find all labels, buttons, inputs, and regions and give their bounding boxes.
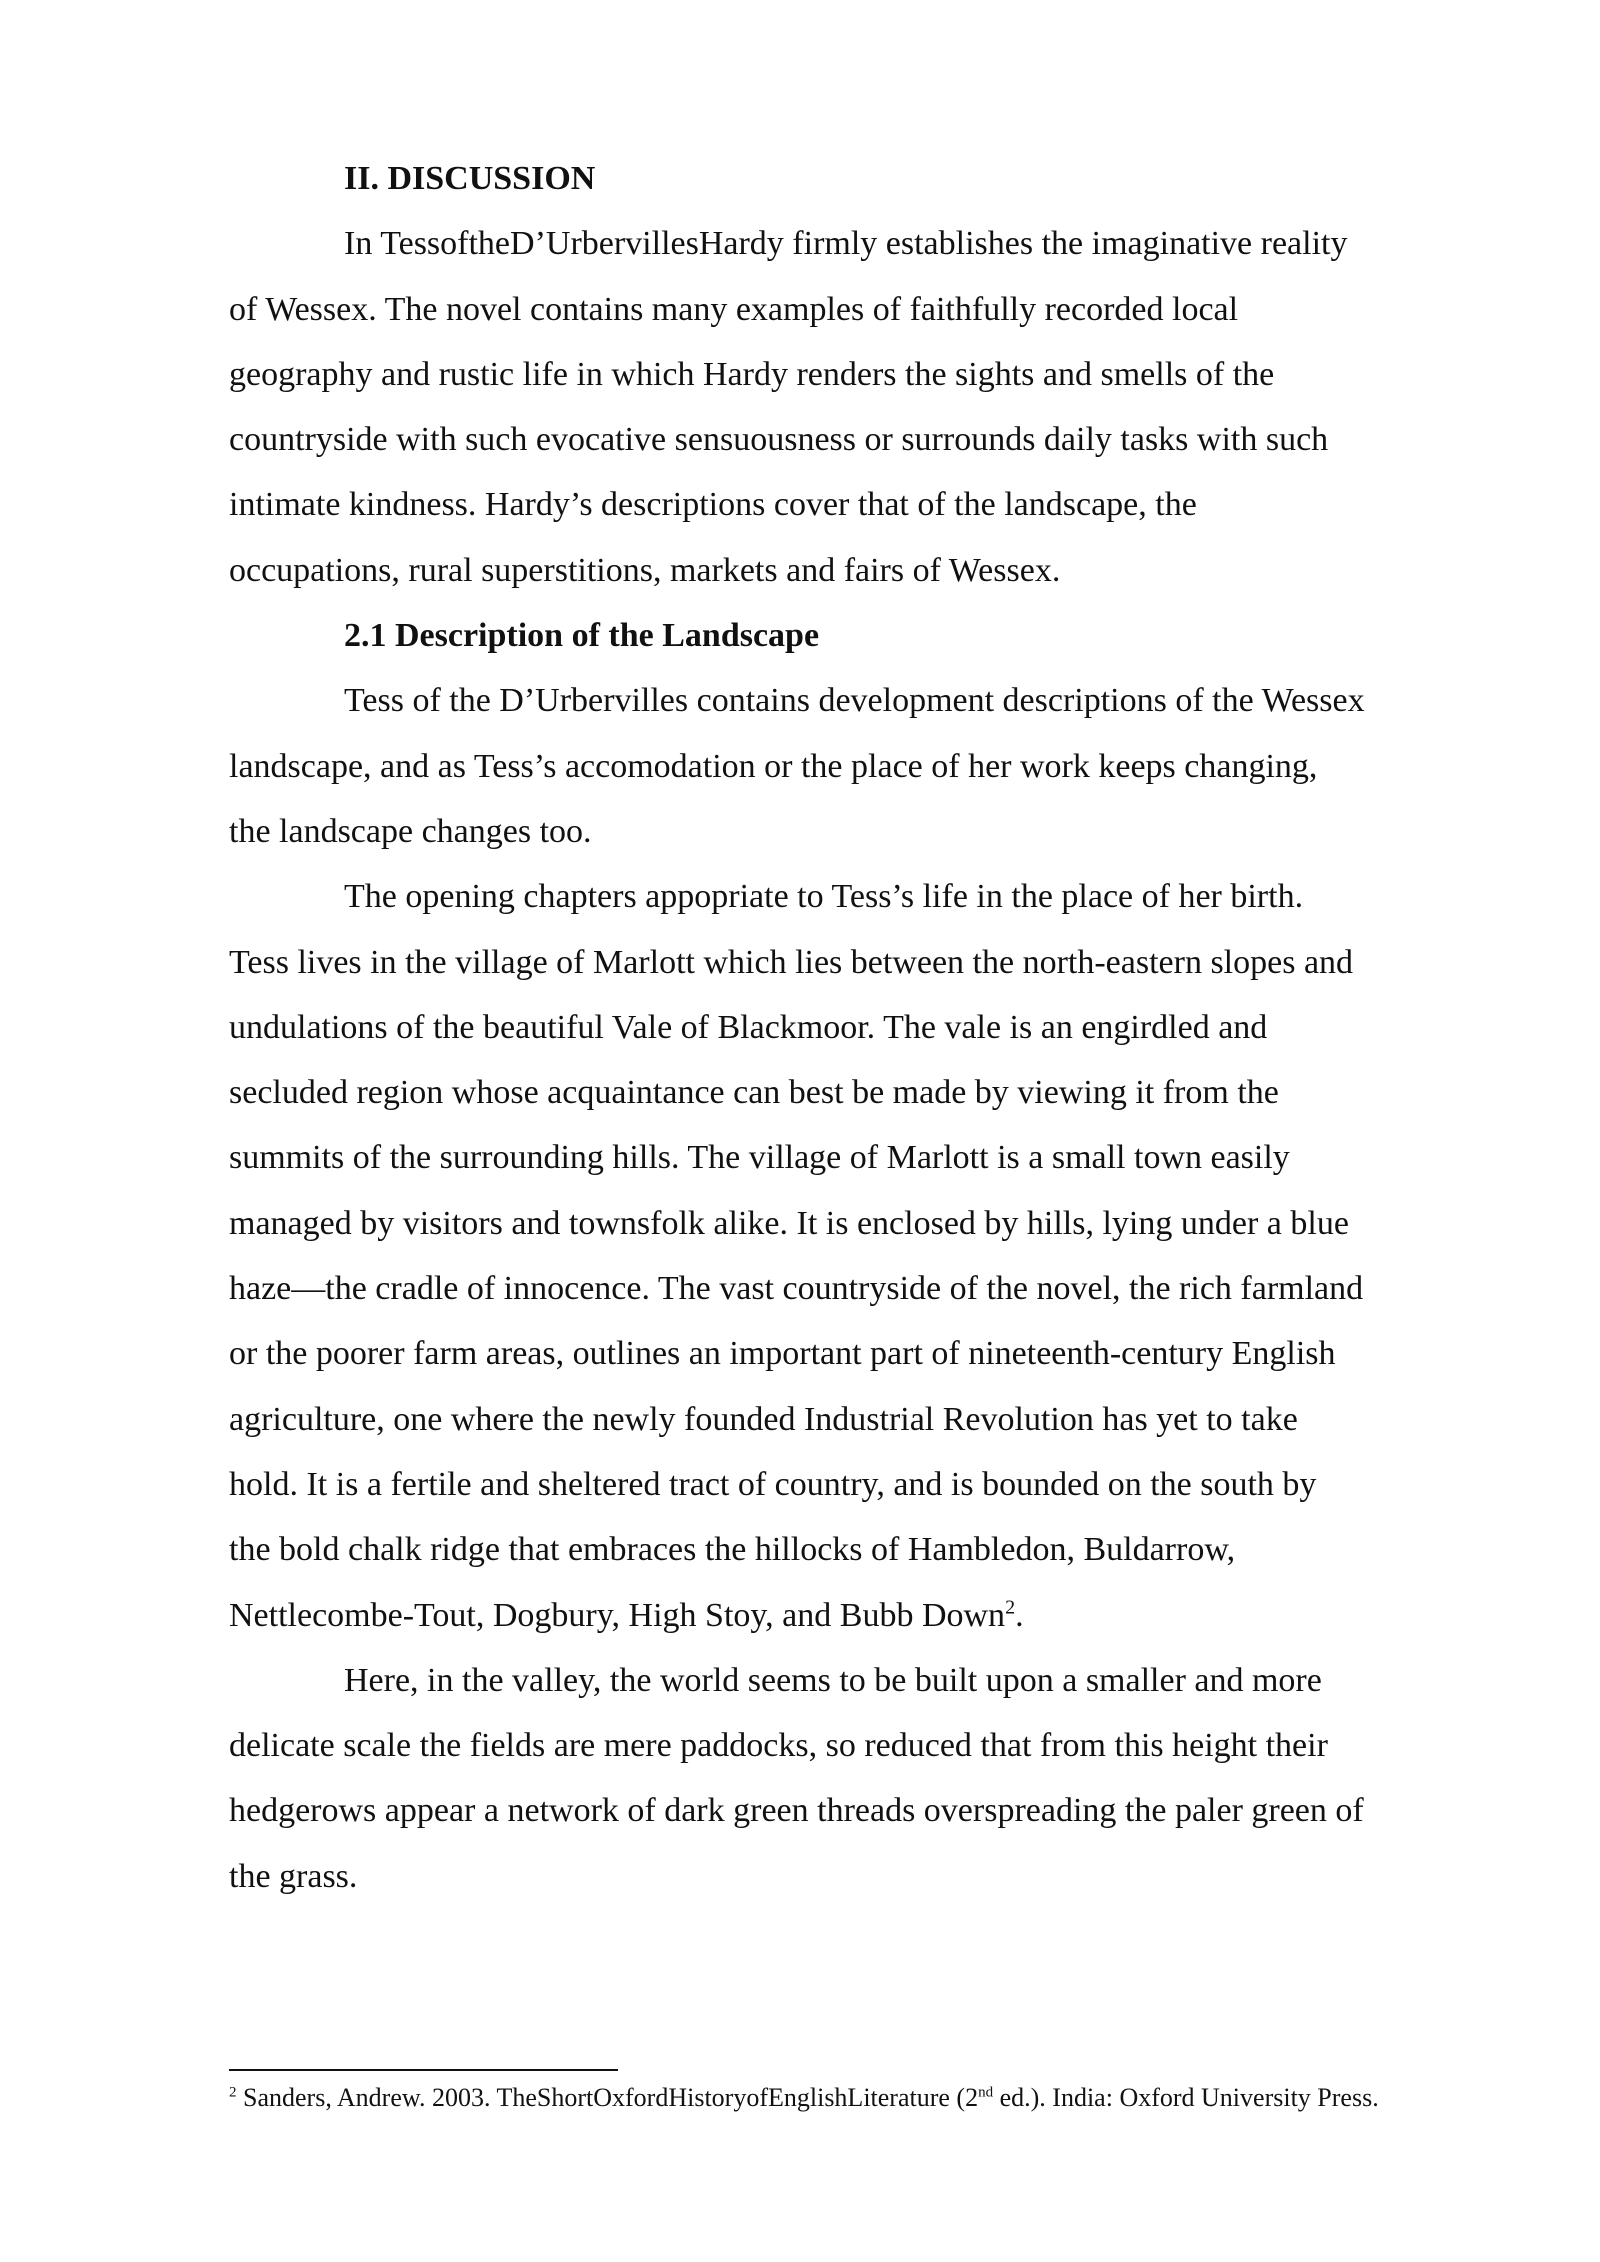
paragraph-line: agriculture, one where the newly founded Industrial Revolution has yet to take: [229, 1400, 1298, 1438]
paragraph-line: Here, in the valley, the world seems to be built upon a smaller and more: [344, 1661, 1322, 1699]
paragraph-line: haze—the cradle of innocence. The vast countryside of the novel, the rich farmland: [229, 1270, 1364, 1308]
paragraph-line: or the poorer farm areas, outlines an important part of nineteenth-century English: [229, 1335, 1336, 1373]
intro-line: geography and rustic life in which Hardy renders the sights and smells of the: [229, 355, 1275, 393]
intro-line: countryside with such evocative sensuousness or surrounds daily tasks with such: [229, 421, 1329, 459]
paragraph-line: the grass.: [229, 1857, 358, 1895]
paragraph-line: Tess lives in the village of Marlott which lies between the north-eastern slopes and: [229, 943, 1354, 981]
paragraph-line: managed by visitors and townsfolk alike. It is enclosed by hills, lying under a blue: [229, 1204, 1349, 1242]
paragraph-line: the bold chalk ridge that embraces the hillocks of Hambledon, Buldarrow,: [229, 1531, 1236, 1569]
intro-line: occupations, rural superstitions, markets and fairs of Wessex.: [229, 551, 1061, 589]
subsection-heading: 2.1 Description of the Landscape: [344, 617, 820, 655]
intro-paragraph: [229, 211, 1489, 603]
landscape-paragraph-3: [229, 1648, 1489, 1909]
paragraph-line: undulations of the beautiful Vale of Blackmoor. The vale is an engirdled and: [229, 1008, 1268, 1046]
intro-line: In TessoftheD’UrbervillesHardy firmly establishes the imaginative reality: [344, 225, 1348, 263]
paragraph-line: summits of the surrounding hills. The village of Marlott is a small town easily: [229, 1139, 1290, 1177]
footnote-text-after: ed.). India: Oxford University Press.: [993, 2083, 1379, 2112]
footnote-text-before: Sanders, Andrew. 2003. TheShortOxfordHistoryofEnglishLiterature (2: [236, 2083, 979, 2112]
paragraph-line: hold. It is a fertile and sheltered tract of country, and is bounded on the south by: [229, 1465, 1317, 1503]
footnote-marker: 2: [229, 2084, 237, 2101]
paragraph-line: delicate scale the fields are mere paddocks, so reduced that from this height their: [229, 1727, 1328, 1765]
landscape-paragraph-1: [229, 668, 1489, 864]
paragraph-line-text: Nettlecombe-Tout, Dogbury, High Stoy, and Bubb Down: [229, 1596, 1006, 1634]
paragraph-line: hedgerows appear a network of dark green threads overspreading the paler green of: [229, 1792, 1364, 1830]
paragraph-line: Tess of the D’Urbervilles contains development descriptions of the Wessex: [344, 682, 1365, 720]
paragraph-line: the landscape changes too.: [229, 812, 592, 850]
body-text: [229, 146, 1489, 1909]
paragraph-line-with-footnote: [229, 1583, 1489, 1648]
intro-line: of Wessex. The novel contains many examples of faithfully recorded local: [229, 290, 1239, 328]
footnote-edition-superscript: nd: [978, 2084, 994, 2101]
footnote: [229, 2078, 1529, 2118]
paragraph-line: secluded region whose acquaintance can best be made by viewing it from the: [229, 1074, 1279, 1112]
paragraph-line: landscape, and as Tess’s accomodation or the place of her work keeps changing,: [229, 747, 1318, 785]
landscape-paragraph-2: [229, 864, 1489, 1648]
sentence-end: .: [1015, 1596, 1024, 1634]
footnote-separator: [229, 2069, 618, 2071]
footnote-reference[interactable]: 2: [1005, 1596, 1016, 1619]
intro-line: intimate kindness. Hardy’s descriptions cover that of the landscape, the: [229, 486, 1197, 524]
paragraph-line: The opening chapters appopriate to Tess’s life in the place of her birth.: [344, 878, 1304, 916]
section-heading: II. DISCUSSION: [344, 160, 596, 197]
